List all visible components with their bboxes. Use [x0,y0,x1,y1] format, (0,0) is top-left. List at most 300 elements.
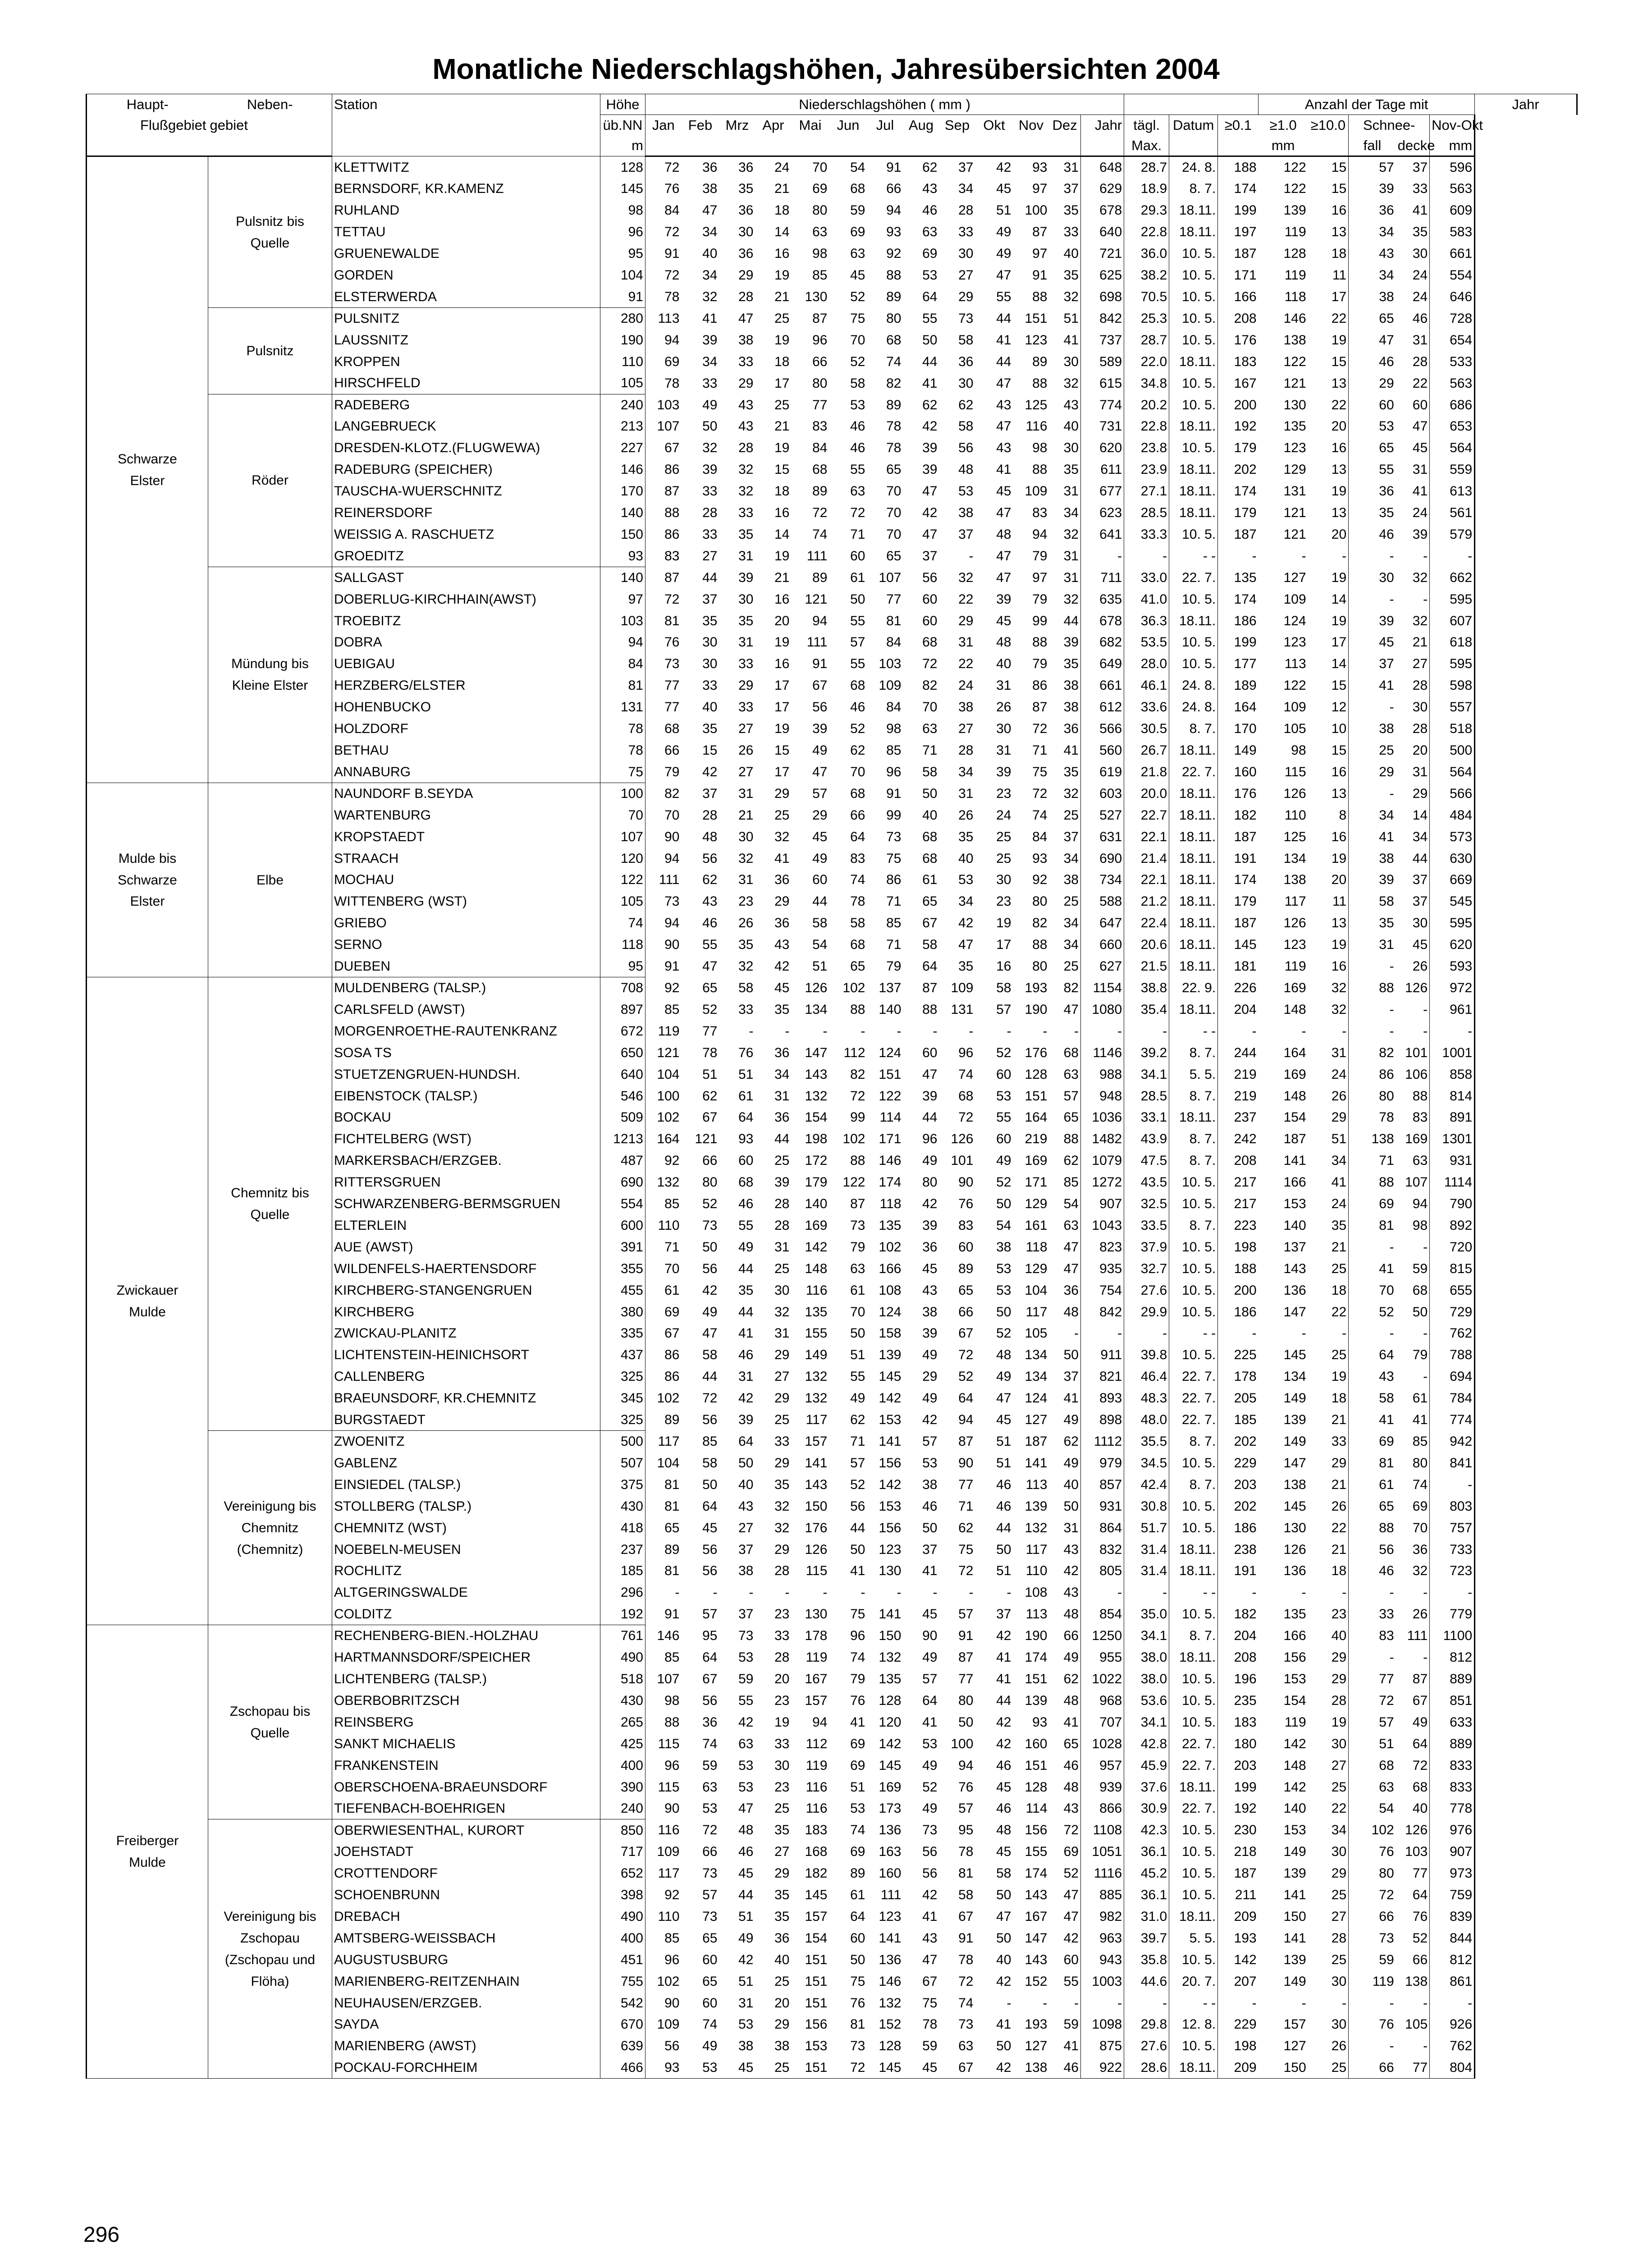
annual-total: 527 [1081,804,1124,826]
hydro-year-total: 723 [1430,1560,1475,1582]
station-name: NOEBELN-MEUSEN [332,1539,600,1560]
annual-total: 560 [1081,740,1124,761]
annual-total: 898 [1081,1409,1124,1431]
daily-max: 38.0 [1124,1668,1169,1690]
monthly-value: 174 [1025,1650,1048,1665]
daily-max: 21.8 [1124,761,1169,783]
monthly-value: 74 [702,1736,718,1751]
snowfall-days: 37 [1349,653,1396,675]
snowcover-days: 26 [1412,1607,1428,1622]
monthly-value: 63 [738,1736,754,1751]
daily-max: - [1124,1323,1169,1344]
daily-max: 51.7 [1124,1517,1169,1539]
max-date: 18.11. [1169,610,1218,632]
monthly-value: 51 [702,1067,718,1082]
monthly-value: 118 [1025,1239,1048,1255]
elevation-value: 93 [600,545,645,567]
monthly-value: 105 [1025,1326,1048,1341]
snowfall-days: 58 [1349,891,1396,912]
monthly-value: 50 [702,419,718,434]
snowcover-days: 72 [1412,1758,1428,1773]
monthly-value: 47 [922,484,938,499]
monthly-value: 74 [958,1995,974,2011]
max-date: 5. 5. [1169,1063,1218,1085]
monthly-value: 104 [1025,1283,1048,1298]
monthly-value: 60 [922,613,938,628]
monthly-value: 151 [805,1952,828,1967]
daily-max: 30.8 [1124,1495,1169,1517]
monthly-value: 91 [886,786,902,801]
monthly-value: 56 [812,700,828,715]
monthly-value: 24 [755,156,792,179]
elevation-value: 652 [600,1863,645,1884]
max-date: 18.11. [1169,956,1218,977]
monthly-value: - [1043,1023,1048,1039]
monthly-value: 88 [1032,376,1048,391]
hydro-year-total: 595 [1430,653,1475,675]
snowcover-days: 68 [1412,1779,1428,1795]
monthly-value: 29 [812,807,828,823]
station-name: BOCKAU [332,1107,600,1128]
annual-total: 620 [1081,437,1124,459]
station-name: WARTENBURG [332,804,600,826]
monthly-value: 53 [922,1736,938,1751]
monthly-value: 29 [774,2017,790,2032]
monthly-value: 37 [1063,1369,1079,1384]
day-count: - [1342,1585,1347,1600]
monthly-value: - [969,1585,974,1600]
day-count: 217 [1218,1193,1258,1215]
max-date: 8. 7. [1169,1128,1218,1150]
nebengebiet-label: Quelle [250,1725,290,1741]
monthly-value: 112 [843,1045,865,1060]
station-name: CALLENBERG [332,1366,600,1388]
monthly-value: 32 [958,570,974,585]
monthly-value: 47 [1063,1909,1079,1924]
monthly-value: 36 [702,1714,718,1730]
hydro-year-total: 607 [1430,610,1475,632]
annual-total: 737 [1081,329,1124,351]
monthly-value: 86 [886,872,902,888]
monthly-value: 43 [922,1283,938,1298]
monthly-value: 73 [645,891,682,912]
daily-max: 45.2 [1124,1863,1169,1884]
monthly-value: 93 [886,224,902,240]
monthly-value: 134 [805,1002,828,1017]
monthly-value: 98 [812,246,828,261]
nebengebiet-label: Flöha) [251,1974,289,1989]
max-date: 10. 5. [1169,1603,1218,1625]
monthly-value: 53 [738,2017,754,2032]
nebengebiet-label: Zschopau [240,1930,300,1946]
station-name: STUETZENGRUEN-HUNDSH. [332,1063,600,1085]
monthly-value: 28 [774,1218,790,1233]
max-date: 18.11. [1169,200,1218,221]
max-date: 22. 7. [1169,1388,1218,1409]
hydro-year-total: 500 [1430,740,1475,761]
daily-max: 35.4 [1124,999,1169,1020]
monthly-value: 39 [738,570,754,585]
day-count: 115 [1284,764,1306,779]
monthly-value: 63 [958,2039,974,2054]
monthly-value: 120 [879,1714,902,1730]
station-name: LICHTENSTEIN-HEINICHSORT [332,1344,600,1366]
snowcover-days: 24 [1412,289,1428,304]
monthly-value: 148 [805,1261,828,1276]
monthly-value: 63 [850,1261,865,1276]
monthly-value: 169 [805,1218,828,1233]
monthly-value: 32 [738,959,754,974]
station-name: SANKT MICHAELIS [332,1733,600,1755]
snowfall-days: 51 [1349,1733,1396,1755]
monthly-value: 78 [645,286,682,308]
day-count: 117 [1284,894,1306,909]
monthly-value: 76 [738,1045,754,1060]
monthly-value: 89 [645,1539,682,1560]
monthly-value: 72 [645,221,682,243]
elevation-value: 355 [600,1258,645,1279]
day-count: 122 [1258,156,1308,179]
day-count: 156 [1283,1650,1306,1665]
monthly-value: 48 [1063,1693,1079,1708]
monthly-value: 113 [1025,1607,1048,1622]
snowcover-days: 67 [1412,1693,1428,1708]
day-count: 33 [1331,1434,1347,1449]
header-month: Jun [829,115,867,136]
day-count: 25 [1331,1261,1347,1276]
daily-max: 36.1 [1124,1884,1169,1906]
monthly-value: 74 [850,1650,865,1665]
hydro-year-total: 563 [1430,178,1475,200]
monthly-value: 55 [850,1369,865,1384]
snowfall-days: 41 [1349,675,1396,696]
monthly-value: 90 [645,1798,682,1819]
day-count: 148 [1283,1002,1306,1017]
monthly-value: 67 [958,1909,974,1924]
monthly-value: 88 [1063,1132,1079,1147]
monthly-value: 27 [738,764,754,779]
day-count: 41 [1331,1175,1347,1190]
monthly-value: 18 [774,484,790,499]
monthly-value: 14 [774,224,790,240]
daily-max: 33.5 [1124,1215,1169,1237]
monthly-value: 68 [645,718,682,740]
day-count: 21 [1331,1477,1347,1492]
monthly-value: 47 [812,764,828,779]
monthly-value: 45 [996,1844,1011,1860]
max-date: 10. 5. [1169,265,1218,286]
monthly-value: 72 [1063,1823,1079,1838]
max-date: 18.11. [1169,934,1218,956]
monthly-value: 53 [958,484,974,499]
monthly-value: 49 [922,1347,938,1363]
day-count: 139 [1283,1866,1306,1881]
station-name: CROTTENDORF [332,1863,600,1884]
monthly-value: 42 [996,1974,1011,1989]
monthly-value: 53 [738,1650,754,1665]
elevation-value: 670 [600,2014,645,2035]
monthly-value: 71 [886,937,902,953]
monthly-value: 157 [805,1434,828,1449]
day-count: 169 [1283,980,1306,995]
monthly-value: 29 [958,289,974,304]
monthly-value: 143 [805,1067,828,1082]
monthly-value: 68 [850,937,865,953]
monthly-value: 85 [886,743,902,758]
max-date: 10. 5. [1169,1495,1218,1517]
monthly-value: 30 [996,872,1011,888]
monthly-value: 42 [922,505,938,521]
hydro-year-total: 563 [1430,372,1475,394]
monthly-value: 61 [738,1088,754,1104]
max-date: 18.11. [1169,416,1218,437]
day-count: 149 [1283,1434,1306,1449]
monthly-value: 53 [682,2057,719,2079]
station-name: BERNSDORF, KR.KAMENZ [332,178,600,200]
monthly-value: 76 [645,632,682,653]
monthly-value: 73 [958,2017,974,2032]
monthly-value: 44 [922,354,938,369]
monthly-value: 80 [1032,894,1048,909]
hydro-year-total: - [1430,1020,1475,1042]
monthly-value: 85 [645,1927,682,1949]
station-name: MOCHAU [332,869,600,891]
monthly-value: 43 [922,1930,938,1946]
elevation-value: 755 [600,1970,645,1992]
daily-max: 27.1 [1124,481,1169,502]
day-count: 30 [1331,1736,1347,1751]
monthly-value: 51 [996,203,1011,218]
snowfall-days: 83 [1349,1625,1396,1647]
monthly-value: 49 [1063,1455,1079,1471]
nebengebiet-cell [208,156,332,308]
day-count: 34 [1331,1823,1347,1838]
day-count: 198 [1218,1236,1258,1258]
max-date: 10. 5. [1169,632,1218,653]
monthly-value: - [969,1023,974,1039]
monthly-value: 91 [958,1930,974,1946]
snowfall-days: 41 [1349,1258,1396,1279]
station-name: SOSA TS [332,1042,600,1063]
hydro-year-total: 661 [1430,243,1475,265]
monthly-value: 67 [645,437,682,459]
monthly-value: 42 [958,916,974,931]
monthly-value: 111 [806,635,828,650]
monthly-value: 73 [702,1866,718,1881]
monthly-value: 46 [850,419,865,434]
nebengebiet-label: Kleine Elster [232,678,308,693]
station-name: TAUSCHA-WUERSCHNITZ [332,481,600,502]
monthly-value: 80 [812,376,828,391]
monthly-value: 79 [850,1671,865,1686]
annual-total: 721 [1081,243,1124,265]
annual-total: 935 [1081,1258,1124,1279]
monthly-value: 32 [1063,591,1079,607]
monthly-value: 102 [645,1107,682,1128]
monthly-value: 25 [996,851,1011,866]
monthly-value: 52 [996,1326,1011,1341]
monthly-value: 57 [922,1434,938,1449]
monthly-value: 58 [702,1455,718,1471]
monthly-value: 31 [1063,1520,1079,1535]
monthly-value: 46 [996,1758,1011,1773]
monthly-value: 21 [774,570,790,585]
snowfall-days: 30 [1349,567,1396,588]
day-count: 202 [1218,459,1258,481]
day-count: 142 [1218,1949,1258,1970]
monthly-value: 72 [958,1974,974,1989]
header-ge100: ≥10.0 [1308,115,1349,136]
header-fall: fall [1349,136,1396,156]
annual-total: 823 [1081,1236,1124,1258]
monthly-value: 96 [922,1132,938,1147]
snowcover-days: 61 [1412,1391,1428,1406]
day-count: 188 [1218,1258,1258,1279]
monthly-value: 32 [1063,376,1079,391]
monthly-value: 33 [702,527,718,542]
day-count: 142 [1283,1779,1306,1795]
monthly-value: 83 [850,851,865,866]
monthly-value: 43 [1063,1585,1079,1600]
monthly-value: 54 [996,1218,1011,1233]
monthly-value: 77 [958,1477,974,1492]
monthly-value: 65 [702,980,718,995]
monthly-value: 46 [922,203,938,218]
max-date: 10. 5. [1169,1258,1218,1279]
monthly-value: - [1007,1995,1011,2011]
header-neben: Neben- [208,94,332,115]
annual-total: 677 [1081,481,1124,502]
elevation-value: 761 [600,1625,645,1647]
hydro-year-total: 564 [1430,761,1475,783]
day-count: 25 [1331,1779,1347,1795]
monthly-value: 44 [738,1887,754,1903]
snowfall-days: 60 [1349,394,1396,416]
elevation-value: 490 [600,1906,645,1928]
daily-max: 34.1 [1124,1711,1169,1733]
elevation-value: 640 [600,1063,645,1085]
snowfall-days: 36 [1349,200,1396,221]
monthly-value: 43 [1063,1542,1079,1557]
max-date: 10. 5. [1169,307,1218,329]
max-date: 18.11. [1169,1906,1218,1928]
max-date: 8. 7. [1169,178,1218,200]
daily-max: 21.2 [1124,891,1169,912]
day-count: 143 [1283,1261,1306,1276]
monthly-value: 68 [850,678,865,693]
monthly-value: - [933,1023,938,1039]
max-date: 18.11. [1169,221,1218,243]
snowcover-days: 47 [1412,419,1428,434]
monthly-value: 43 [702,894,718,909]
annual-total: 922 [1081,2057,1124,2079]
monthly-value: 112 [805,1736,828,1751]
station-name: WITTENBERG (WST) [332,891,600,912]
monthly-value: 107 [645,416,682,437]
daily-max: 39.7 [1124,1927,1169,1949]
monthly-value: 151 [805,1974,828,1989]
elevation-value: 380 [600,1301,645,1323]
snowfall-days: 35 [1349,502,1396,524]
day-count: - [1218,1992,1258,2014]
monthly-value: 27 [702,548,718,564]
day-count: 29 [1331,1110,1347,1125]
header-datum: Datum [1169,115,1218,136]
elevation-value: 391 [600,1236,645,1258]
monthly-value: 140 [805,1196,828,1212]
max-date: 18.11. [1169,804,1218,826]
monthly-value: 85 [645,999,682,1020]
monthly-value: 172 [805,1153,828,1168]
snowcover-days: - [1423,1650,1428,1665]
nebengebiet-label: Quelle [250,235,290,251]
monthly-value: 115 [645,1733,682,1755]
annual-total: 731 [1081,416,1124,437]
monthly-value: 42 [738,1952,754,1967]
daily-max: 43.9 [1124,1128,1169,1150]
monthly-value: 87 [1032,224,1048,240]
max-date: 18.11. [1169,740,1218,761]
monthly-value: 46 [850,700,865,715]
monthly-value: 66 [702,1153,718,1168]
day-count: 204 [1218,999,1258,1020]
monthly-value: 90 [958,1455,974,1471]
monthly-value: 33 [774,1628,790,1644]
day-count: 217 [1218,1172,1258,1193]
monthly-value: 65 [850,959,865,974]
monthly-value: 85 [886,916,902,931]
station-name: AUE (AWST) [332,1236,600,1258]
monthly-value: 46 [996,1498,1011,1514]
monthly-value: 37 [922,548,938,564]
monthly-value: 46 [702,916,718,931]
hydro-year-total: 598 [1430,675,1475,696]
header-month: Nov [1013,115,1049,136]
day-count: 176 [1218,329,1258,351]
monthly-value: 84 [1032,829,1048,844]
monthly-value: 58 [850,916,865,931]
daily-max: 41.0 [1124,588,1169,610]
hydro-year-total: 812 [1430,1647,1475,1668]
day-count: 179 [1218,502,1258,524]
snowfall-days: 46 [1349,1560,1396,1582]
monthly-value: 36 [682,156,719,179]
monthly-value: 29 [738,678,754,693]
monthly-value: 63 [812,224,828,240]
snowfall-days: 73 [1349,1927,1396,1949]
daily-max: 37.9 [1124,1236,1169,1258]
monthly-value: 41 [996,1671,1011,1686]
day-count: 127 [1283,2039,1306,2054]
max-date: - - [1169,1323,1218,1344]
table-row [87,1625,1577,1647]
annual-total: 611 [1081,459,1124,481]
day-count: 235 [1218,1690,1258,1711]
monthly-value: 72 [645,265,682,286]
monthly-value: 47 [996,268,1011,283]
snowfall-days: - [1349,956,1396,977]
hydro-year-total: 566 [1430,783,1475,804]
monthly-value: 109 [645,1841,682,1863]
monthly-value: 35 [738,937,754,953]
monthly-value: 74 [850,872,865,888]
monthly-value: 103 [645,394,682,416]
monthly-value: 64 [922,1693,938,1708]
max-date: 10. 5. [1169,1517,1218,1539]
day-count: 199 [1218,200,1258,221]
monthly-value: 78 [886,419,902,434]
monthly-value: 52 [996,1045,1011,1060]
